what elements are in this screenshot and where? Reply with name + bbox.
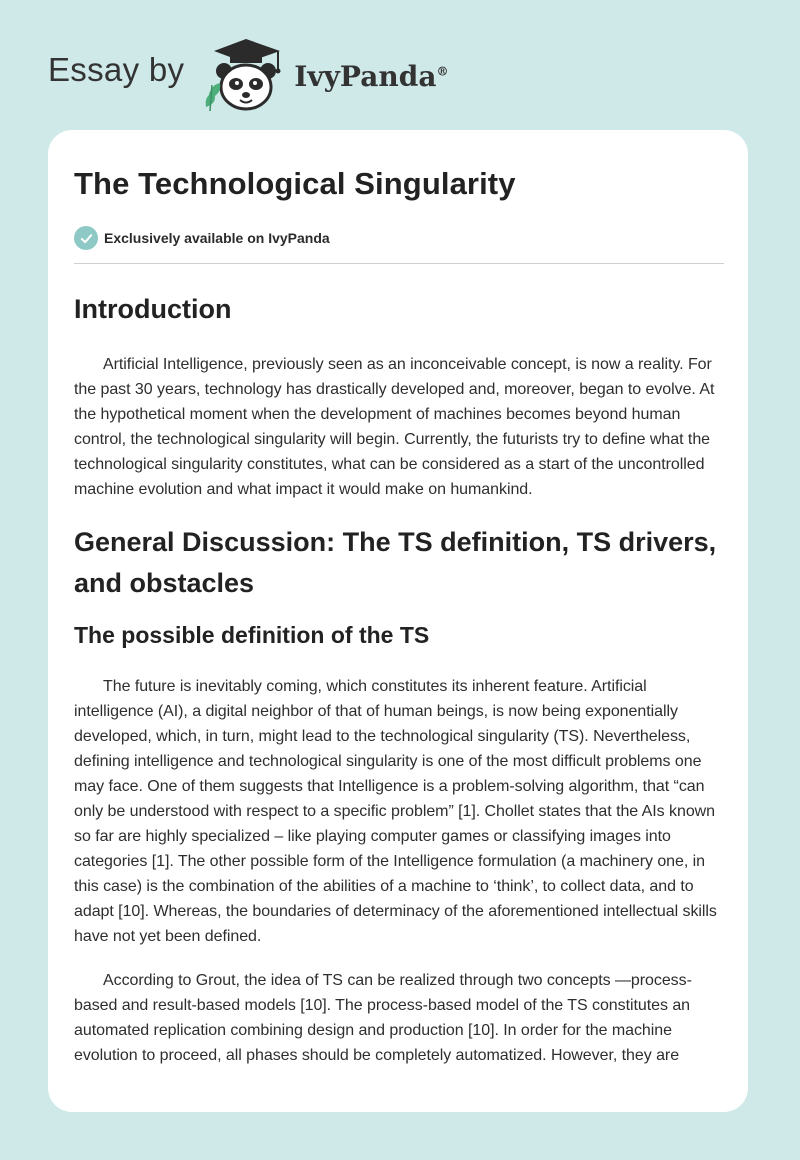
paragraph-definition-2: According to Grout, the idea of TS can be realized through two concepts —process-based and result-based models [10]. The process-based model of the TS constitutes an automated replication combining design and production [10]. In order for the machine evolution to proceed, all phases should be completely automatized. However, they are xyxy=(74,972,692,1064)
exclusive-badge xyxy=(74,226,724,250)
check-icon xyxy=(74,226,98,250)
article-content xyxy=(74,166,724,1068)
subsection-heading-definition: The possible definition of the TS xyxy=(74,622,430,648)
paragraph-definition-1: The future is inevitably coming, which constitutes its inherent feature. Artificial intelligence (AI), a digital neighbor of that of human beings, is now being exponentially developed, which, in turn, might lead to the technological singularity (TS). Nevertheless, defining intelligence and technological singularity is one of the most difficult problems one may face. One of them suggests that Intelligence is a problem-solving algorithm, that “can only be understood with respect to a specific problem” [1]. Chollet states that the AIs known so far are highly specialized – like playing computer games or classifying images into categories [1]. The other possible form of the Intelligence formulation (a machinery one, in this case) is the combination of the abilities of a machine to ‘think’, to collect data, and to adapt [10]. Whereas, the boundaries of determinacy of the aforementioned intellectual skills have not yet been defined. xyxy=(74,678,717,945)
brand-header xyxy=(48,34,448,114)
registered-mark: ® xyxy=(436,64,449,79)
section-heading-introduction: Introduction xyxy=(74,294,232,324)
divider xyxy=(74,263,724,264)
article-card xyxy=(48,130,748,1112)
exclusive-badge-label: Exclusively available on IvyPanda xyxy=(104,230,330,246)
brand-prefix: Essay by xyxy=(48,51,185,88)
panda-graduate-icon xyxy=(200,35,290,113)
section-heading-general-discussion: General Discussion: The TS definition, TS drivers, and obstacles xyxy=(74,527,717,598)
page-title: The Technological Singularity xyxy=(74,166,516,201)
brand-name: IvyPanda® xyxy=(294,59,449,93)
paragraph-introduction: Artificial Intelligence, previously seen as an inconceivable concept, is now a reality. For the past 30 years, technology has drastically developed and, moreover, began to evolve. At the hypothetical moment when the development of machines becomes beyond human control, the technological singularity will begin. Currently, the futurists try to define what the technological singularity constitutes, what can be considered as a start of the uncontrolled machine evolution and what impact it would make on humankind. xyxy=(74,356,715,498)
